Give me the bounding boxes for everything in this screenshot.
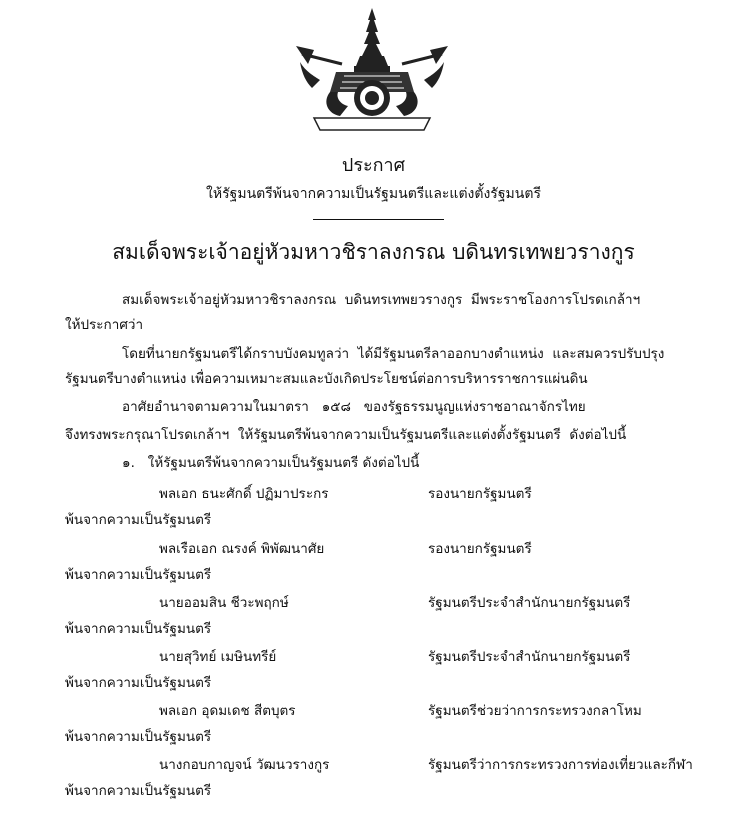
paragraph-3-continuation	[65, 426, 626, 444]
entry-5-name: พลเอก อุดมเดช สีตบุตร	[159, 703, 296, 719]
p1-part-2: บดินทรเทพยวรางกูร	[344, 292, 463, 308]
p3-section-number: ๑๕๘	[321, 399, 351, 415]
paragraph-1	[122, 291, 640, 309]
item-1	[122, 454, 419, 472]
p3-part-1: อาศัยอำนาจตามความในมาตรา	[122, 399, 309, 415]
entry-5-position: รัฐมนตรีช่วยว่าการกระทรวงกลาโหม	[428, 703, 642, 719]
entry-6-name: นางกอบกาญจน์ วัฒนวรางกูร	[159, 757, 330, 773]
p1-part-3: มีพระราชโองการโปรดเกล้าฯ	[470, 292, 641, 308]
title-divider	[313, 219, 444, 220]
royal-emblem	[292, 6, 452, 138]
paragraph-1-continuation: ให้ประกาศว่า	[65, 317, 144, 333]
p2-part-1: โดยที่นายกรัฐมนตรีได้กราบบังคมทูลว่า	[122, 346, 350, 362]
p3-part-3: ของรัฐธรรมนูญแห่งราชอาณาจักรไทย	[363, 399, 586, 415]
entry-4-status: พ้นจากความเป็นรัฐมนตรี	[65, 675, 212, 691]
p2-part-3: และสมควรปรับปรุง	[552, 346, 665, 362]
p3c-part-3: ดังต่อไปนี้	[569, 427, 627, 443]
paragraph-2	[122, 345, 664, 363]
announcement-title: ประกาศ	[341, 155, 406, 176]
entry-5-status: พ้นจากความเป็นรัฐมนตรี	[65, 729, 212, 745]
entry-2-name: พลเรือเอก ณรงค์ พิพัฒนาศัย	[159, 541, 325, 557]
entry-4-name: นายสุวิทย์ เมษินทรีย์	[159, 649, 277, 665]
announcement-subtitle: ให้รัฐมนตรีพ้นจากความเป็นรัฐมนตรีและแต่งตั้งรัฐมนตรี	[206, 186, 541, 202]
p3c-part-2: ให้รัฐมนตรีพ้นจากความเป็นรัฐมนตรีและแต่งตั้งรัฐมนตรี	[237, 427, 561, 443]
entry-3-status: พ้นจากความเป็นรัฐมนตรี	[65, 621, 212, 637]
entry-2-status: พ้นจากความเป็นรัฐมนตรี	[65, 567, 212, 583]
issuer-name: สมเด็จพระเจ้าอยู่หัวมหาวชิราลงกรณ บดินทรเทพยวรางกูร	[112, 240, 635, 264]
entry-1-status: พ้นจากความเป็นรัฐมนตรี	[65, 512, 212, 528]
item-1-text: ให้รัฐมนตรีพ้นจากความเป็นรัฐมนตรี ดังต่อไปนี้	[147, 455, 420, 471]
entry-2-position: รองนายกรัฐมนตรี	[428, 541, 532, 557]
entry-3-name: นายออมสิน ชีวะพฤกษ์	[159, 595, 289, 611]
entry-6-position: รัฐมนตรีว่าการกระทรวงการท่องเที่ยวและกีฬา	[428, 757, 693, 773]
paragraph-2-continuation: รัฐมนตรีบางตำแหน่ง เพื่อความเหมาะสมและบังเกิดประโยชน์ต่อการบริหารราชการแผ่นดิน	[65, 371, 588, 387]
entry-3-position: รัฐมนตรีประจำสำนักนายกรัฐมนตรี	[428, 595, 631, 611]
paragraph-3	[122, 398, 586, 416]
entry-1-position: รองนายกรัฐมนตรี	[428, 486, 532, 502]
p3c-part-1: จึงทรงพระกรุณาโปรดเกล้าฯ	[65, 427, 230, 443]
entry-4-position: รัฐมนตรีประจำสำนักนายกรัฐมนตรี	[428, 649, 631, 665]
p1-part-1: สมเด็จพระเจ้าอยู่หัวมหาวชิราลงกรณ	[122, 292, 337, 308]
entry-1-name: พลเอก ธนะศักดิ์ ปฏิมาประกร	[159, 486, 329, 502]
p2-part-2: ได้มีรัฐมนตรีลาออกบางตำแหน่ง	[357, 346, 544, 362]
item-1-number: ๑.	[122, 455, 135, 471]
entry-6-status: พ้นจากความเป็นรัฐมนตรี	[65, 783, 212, 799]
